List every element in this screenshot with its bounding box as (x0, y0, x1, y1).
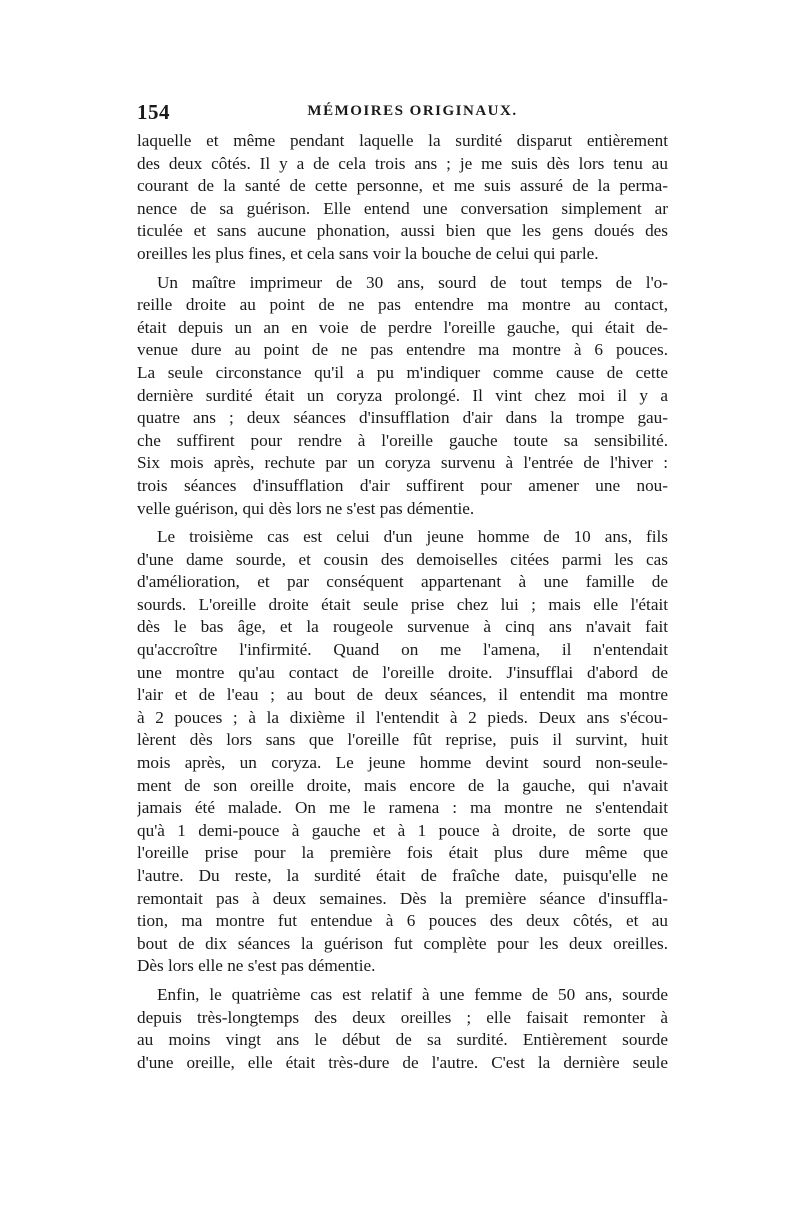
paragraph (137, 526, 668, 978)
text-line: La seule circonstance qu'il a pu m'indiquer comme cause de cette (137, 362, 668, 382)
text-line: che suffirent pour rendre à l'oreille gauche toute sa sensibilité. (137, 430, 668, 450)
text-line: une montre qu'au contact de l'oreille droite. J'insufflai d'abord de (137, 662, 668, 682)
text-line: jamais été malade. On me le ramena : ma montre ne s'entendait (137, 798, 668, 818)
text-line: l'autre. Du reste, la surdité était de fraîche date, puisqu'elle ne (137, 866, 668, 885)
text-line: au moins vingt ans le début de sa surdité. Entièrement sourde (137, 1030, 668, 1050)
text-line: mois après, un coryza. Le jeune homme devint sourd non-seule- (137, 753, 668, 773)
text-line: nence de sa guérison. Elle entend une conversation simplement ar (137, 198, 668, 218)
text-line: qu'accroître l'infirmité. Quand on me l'amena, il n'entendait (137, 640, 668, 660)
text-line: Un maître imprimeur de 30 ans, sourd de tout temps de l'o- (157, 272, 668, 292)
page-number: 154 (137, 100, 170, 124)
text-line: l'oreille prise pour la première fois était plus dure même que (137, 843, 668, 863)
text-line: depuis très-longtemps des deux oreilles ; elle faisait remonter à (137, 1007, 668, 1027)
text-line: Enfin, le quatrième cas est relatif à une femme de 50 ans, sourde (157, 984, 668, 1004)
text-line: Dès lors elle ne s'est pas démentie. (137, 956, 376, 976)
text-line: oreilles les plus fines, et cela sans voir la bouche de celui qui parle. (137, 243, 599, 263)
text-line: d'une oreille, elle était très-dure de l'autre. C'est la dernière seule (137, 1052, 668, 1072)
text-line: velle guérison, qui dès lors ne s'est pas démentie. (137, 498, 475, 518)
text-line: quatre ans ; deux séances d'insufflation d'air dans la trompe gau- (137, 408, 668, 428)
text-line: était depuis un an en voie de perdre l'oreille gauche, qui était de- (137, 317, 668, 337)
text-line: Six mois après, rechute par un coryza survenu à l'entrée de l'hiver : (137, 453, 668, 473)
text-line: tion, ma montre fut entendue à 6 pouces des deux côtés, et au (137, 911, 668, 931)
text-line: Le troisième cas est celui d'un jeune homme de 10 ans, fils (157, 527, 668, 547)
text-line: ment de son oreille droite, mais encore de la gauche, qui n'avait (137, 775, 668, 795)
text-line: d'amélioration, et par conséquent appartenant à une famille de (137, 572, 668, 592)
paragraph (137, 130, 668, 266)
text-line: à 2 pouces ; à la dixième il l'entendit à 2 pieds. Deux ans s'écou- (137, 707, 668, 727)
text-line: qu'à 1 demi-pouce à gauche et à 1 pouce à droite, de sorte que (137, 820, 668, 840)
paragraph (137, 272, 668, 521)
text-line: remontait pas à deux semaines. Dès la première séance d'insuffla- (137, 888, 668, 908)
running-head: MÉMOIRES ORIGINAUX. (307, 103, 518, 119)
body-text (137, 130, 668, 1074)
text-line: ticulée et sans aucune phonation, aussi bien que les gens doués des (137, 221, 668, 241)
text-line: l'air et de l'eau ; au bout de deux séances, il entendit ma montre (137, 685, 668, 705)
text-line: courant de la santé de cette personne, et me suis assuré de la perma- (137, 176, 668, 196)
text-line: des deux côtés. Il y a de cela trois ans ; je me suis dès lors tenu au (137, 153, 668, 173)
text-line: venue dure au point de ne pas entendre ma montre à 6 pouces. (137, 340, 668, 360)
paragraph (137, 984, 668, 1074)
text-line: dès le bas âge, et la rougeole survenue à cinq ans n'avait fait (137, 617, 668, 637)
text-line: dernière surdité était un coryza prolongé. Il vint chez moi il y a (137, 385, 668, 405)
text-line: sourds. L'oreille droite était seule prise chez lui ; mais elle l'était (137, 594, 668, 614)
text-line: d'une dame sourde, et cousin des demoiselles citées parmi les cas (137, 549, 668, 569)
text-line: trois séances d'insufflation d'air suffirent pour amener une nou- (137, 475, 668, 495)
text-line: reille droite au point de ne pas entendre ma montre au contact, (137, 295, 668, 315)
page-header (137, 100, 668, 128)
text-line: laquelle et même pendant laquelle la surdité disparut entièrement (137, 131, 668, 150)
text-line: bout de dix séances la guérison fut complète pour les deux oreilles. (137, 933, 668, 953)
text-line: lèrent dès lors sans que l'oreille fût reprise, puis il survint, huit (137, 730, 668, 750)
